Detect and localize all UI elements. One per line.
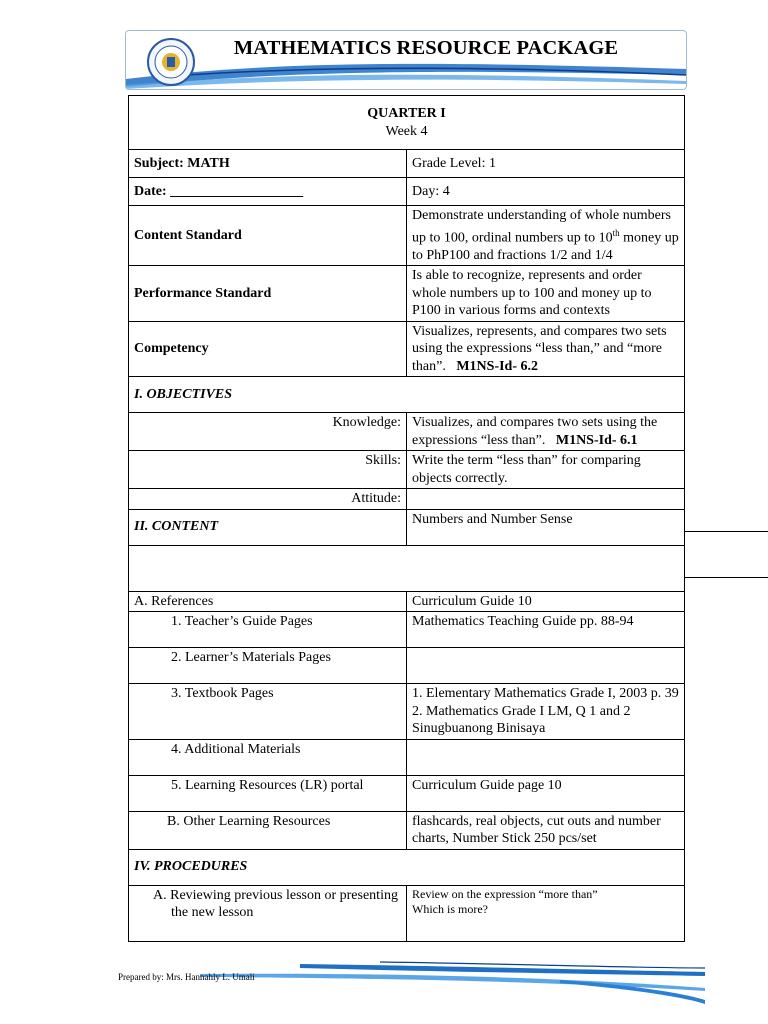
table-row [129,591,685,612]
attitude-label: Attitude: [129,489,407,510]
quarter-cell [129,96,685,150]
subject-cell: Subject: MATH [129,150,407,178]
knowledge-label: Knowledge: [129,413,407,451]
procedure-a-line: Which is more? [412,901,488,916]
table-row [129,178,685,206]
footer-swoosh-graphic [0,960,768,1010]
skills-value: Write the term “less than” for comparing objects correctly. [407,451,685,489]
table-row [129,206,685,266]
empty-section [129,545,685,591]
table-row [129,489,685,510]
content-standard-text: Demonstrate understanding of whole numbers up to 100, ordinal numbers up to 10 [412,208,671,246]
table-row [129,451,685,489]
knowledge-value [407,413,685,451]
table-row [129,509,685,545]
teachers-guide-label: 1. Teacher’s Guide Pages [129,612,407,648]
competency-code: M1NS-Id- 6.2 [456,358,538,374]
grade-cell: Grade Level: 1 [407,150,685,178]
learners-materials-label: 2. Learner’s Materials Pages [129,648,407,684]
table-row [129,849,685,885]
competency-value [407,321,685,377]
content-standard-label: Content Standard [129,206,407,266]
table-row [129,96,685,150]
table-row [129,321,685,377]
header-banner [125,30,687,90]
lesson-plan-table [128,95,685,942]
additional-materials-value [407,739,685,775]
learners-materials-value [407,648,685,684]
content-standard-text-end: money up to PhP100 and fractions 1/2 and 1/4 [412,230,679,263]
lr-portal-label: 5. Learning Resources (LR) portal [129,775,407,811]
table-row [129,648,685,684]
performance-standard-value: Is able to recognize, represents and order whole numbers up to 100 and money up to P100 in various forms and contexts [407,266,685,322]
divider [685,531,768,532]
other-resources-value: flashcards, real objects, cut outs and number charts, Number Stick 250 pcs/set [407,811,685,849]
references-value: Curriculum Guide 10 [407,591,685,612]
table-row [129,545,685,591]
content-heading: II. CONTENT [129,509,407,545]
procedure-a-line: Review on the expression “more than” [412,886,598,901]
lr-portal-value: Curriculum Guide page 10 [407,775,685,811]
content-value: Numbers and Number Sense [407,509,685,545]
week-label: Week 4 [385,123,428,139]
competency-label: Competency [129,321,407,377]
table-row [129,684,685,740]
textbook-item: 2. Mathematics Grade I LM, Q 1 and 2 Sinugbuanong Binisaya [412,703,631,737]
quarter-label: QUARTER I [367,106,446,121]
page-title: MATHEMATICS RESOURCE PACKAGE [233,37,619,59]
skills-label: Skills: [129,451,407,489]
additional-materials-label: 4. Additional Materials [129,739,407,775]
textbook-value [407,684,685,740]
table-row [129,612,685,648]
textbook-label: 3. Textbook Pages [129,684,407,740]
table-row [129,150,685,178]
table-row [129,377,685,413]
performance-standard-label: Performance Standard [129,266,407,322]
procedure-a-value [407,885,685,941]
procedures-heading: IV. PROCEDURES [129,849,685,885]
knowledge-text: Visualizes, and compares two sets using the expressions “less than”. [412,415,658,448]
date-cell: Date: ___________________ [129,178,407,206]
table-row [129,811,685,849]
table-row [129,413,685,451]
ordinal-superscript: th [612,227,620,238]
table-row [129,739,685,775]
prepared-by: Prepared by: Mrs. Hannahly L. Umali [118,972,255,982]
day-cell: Day: 4 [407,178,685,206]
objectives-heading: I. OBJECTIVES [129,377,685,413]
textbook-item: 1. Elementary Mathematics Grade I, 2003 p. 39 [412,686,679,702]
divider [685,577,768,578]
procedure-a-label: A. Reviewing previous lesson or presenting the new lesson [129,885,407,941]
teachers-guide-value: Mathematics Teaching Guide pp. 88-94 [407,612,685,648]
table-row [129,266,685,322]
table-row [129,885,685,941]
competency-text: Visualizes, represents, and compares two sets using the expressions “less than,” and “more than”. [412,323,667,374]
references-label: A. References [129,591,407,612]
table-row [129,775,685,811]
other-resources-label: B. Other Learning Resources [129,811,407,849]
content-standard-value [407,206,685,266]
attitude-value [407,489,685,510]
knowledge-code: M1NS-Id- 6.1 [555,432,638,448]
